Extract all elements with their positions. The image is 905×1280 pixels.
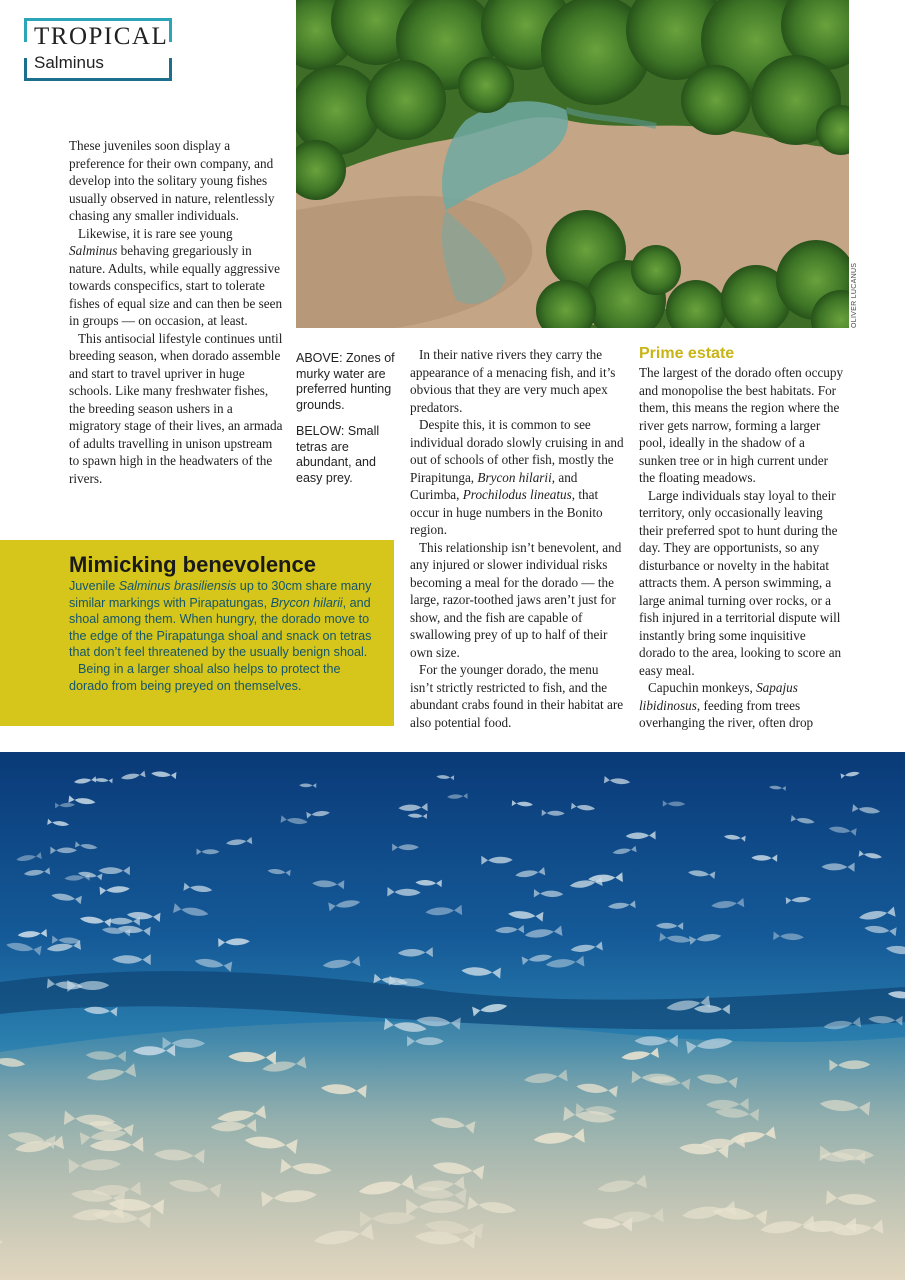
aerial-river-photo <box>296 0 849 328</box>
paragraph: Likewise, it is rare see young Salminus behaving gregariously in nature. Adults, while equally aggressive towards conspecifics, start to tolerate fishes of equal size and can then be seen in groups — on occasion, at least. <box>69 225 283 328</box>
paragraph: These juveniles soon display a preference for their own company, and develop into the solitary young fishes usually observed in nature, relentlessly chasing any smaller individuals. <box>69 138 275 223</box>
paragraph: This antisocial lifestyle continues until breeding season, when dorado assemble and start to travel upriver in huge schools. Like many freshwater fishes, the breeding season ushers in a migratory stage of their lives, an armada of adults travelling in unison upstream to spawn high in the headwaters of the rivers. <box>69 330 283 486</box>
section-subject: Salminus <box>34 53 104 72</box>
paragraph: Capuchin monkeys, Sapajus libidinosus, feeding from trees overhanging the river, often drop <box>639 680 814 730</box>
paragraph: Juvenile Salminus brasiliensis up to 30cm share many similar markings with Pirapatungas, Brycon hilarii, and shoal among them. When hungry, the dorado move to the edge of the Pirapatunga shoal and snack on tetras that don’t feel threatened by the usually benign shoal. <box>69 579 372 660</box>
paragraph: This relationship isn’t benevolent, and any injured or slower individual risks becoming a meal for the dorado — the large, razor-toothed jaws aren’t just for show, and the fish are capable of swallowing prey of up to half of their own size. <box>410 539 622 660</box>
paragraph: Being in a larger shoal also helps to protect the dorado from being preyed on themselves. <box>69 661 341 693</box>
boxout-title: Mimicking benevolence <box>69 552 316 577</box>
paragraph: Large individuals stay loyal to their territory, only occasionally leaving their preferred spot to hunt during the day. They are opportunists, so any disturbance or novelty in the habitat attracts them. A person swimming, a large animal turning over rocks, or a fish injured in a territorial dispute will instantly bring some inquisitive dorado to the area, looking to score an easy meal. <box>639 487 842 678</box>
paragraph: In their native rivers they carry the appearance of a menacing fish, and it’s obvious that they are very much apex predators. <box>410 347 616 415</box>
photo-captions <box>296 351 400 497</box>
boxout-panel <box>0 540 394 726</box>
subheading: Prime estate <box>639 345 735 362</box>
paragraph: For the younger dorado, the menu isn’t strictly restricted to fish, and the abundant crabs found in their habitat are also potential food. <box>410 662 624 730</box>
caption-above: ABOVE: Zones of murky water are preferred hunting grounds. <box>296 351 395 412</box>
photo-credit: OLIVER LUCANUS <box>851 262 858 328</box>
paragraph: The largest of the dorado often occupy and monopolise the best habitats. For them, this means the region where the river gets narrow, forming a larger pool, ideally in the shadow of a sunken tree or in high current under the floating meadows. <box>639 365 844 485</box>
caption-below: BELOW: Small tetras are abundant, and easy prey. <box>296 424 380 485</box>
paragraph: Despite this, it is common to see individual dorado slowly cruising in and out of schools of other fish, mostly the Pirapitunga, Brycon hilarii, and Curimba, Prochilodus lineatus, that occur in huge numbers in the Bonito region. <box>410 417 624 537</box>
section-title: TROPICAL <box>34 23 169 50</box>
section-header <box>24 18 172 81</box>
body-column-4 <box>639 345 845 732</box>
boxout-text <box>69 578 374 694</box>
underwater-tetras-photo <box>0 752 905 1280</box>
body-column-3 <box>410 346 624 731</box>
body-column-1 <box>69 137 283 487</box>
